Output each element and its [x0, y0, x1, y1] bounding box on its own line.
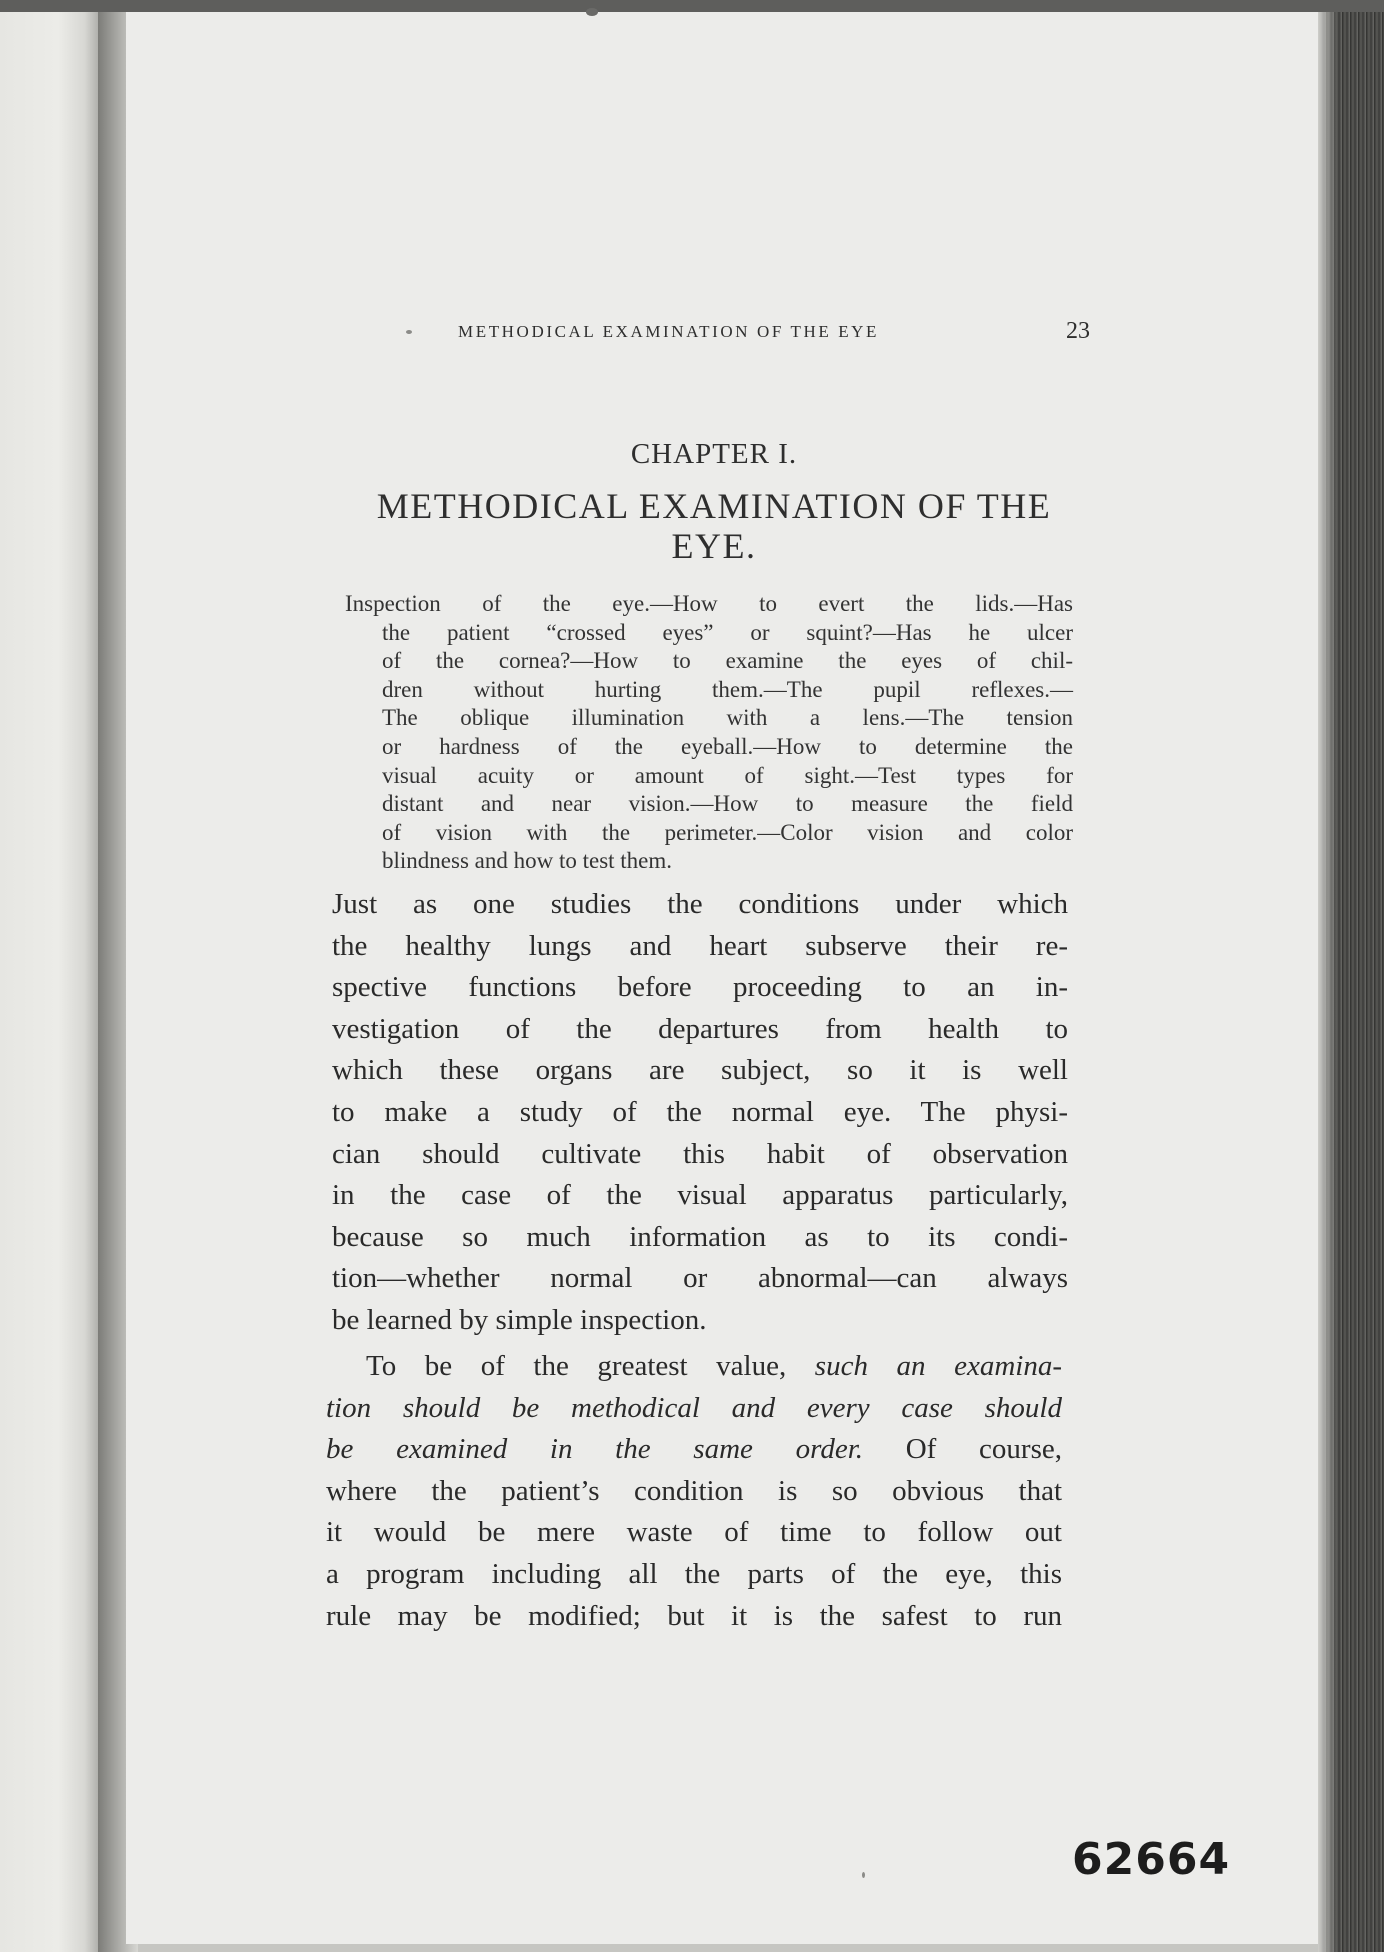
synopsis-line: of vision with the perimeter.—Color vision and color	[382, 819, 1073, 845]
body-paragraph	[326, 1346, 1062, 1637]
text-line	[326, 1429, 1062, 1471]
text-line: in the case of the visual apparatus particularly,	[332, 1179, 1068, 1212]
text-line: tion—whether normal or abnormal—can always	[332, 1262, 1068, 1295]
scan-top-border	[0, 0, 1384, 12]
synopsis-line: visual acuity or amount of sight.—Test types for	[382, 762, 1073, 788]
text-run: Of course,	[863, 1433, 1062, 1466]
emphasis-run: be examined in the same order.	[326, 1433, 864, 1466]
text-line: which these organs are subject, so it is well	[332, 1054, 1068, 1087]
text-line: because so much information as to its condi-	[332, 1220, 1068, 1253]
text-line: tion should be methodical and every case should	[326, 1391, 1062, 1424]
text-line: be learned by simple inspection.	[332, 1303, 707, 1336]
running-head: METHODICAL EXAMINATION OF THE EYE	[458, 322, 880, 341]
synopsis-line: distant and near vision.—How to measure the field	[382, 791, 1073, 817]
text-line: Just as one studies the conditions under which	[332, 888, 1068, 920]
facing-page-edge	[0, 0, 106, 1952]
text-line: spective functions before proceeding to an in-	[332, 971, 1068, 1004]
body-paragraph	[332, 884, 1068, 1342]
text-line: it would be mere waste of time to follow out	[326, 1516, 1062, 1549]
text-line	[326, 1346, 1062, 1388]
text-line: the healthy lungs and heart subserve their re-	[332, 929, 1068, 962]
synopsis-line: dren without hurting them.—The pupil reflexes.—	[382, 676, 1073, 702]
text-run: To be of the greatest value,	[366, 1350, 815, 1382]
text-line: where the patient’s condition is so obvious that	[326, 1474, 1062, 1507]
chapter-title-line: METHODICAL EXAMINATION OF THE	[376, 486, 1052, 526]
text-line: rule may be modified; but it is the safest to run	[326, 1599, 1062, 1632]
chapter-synopsis	[345, 590, 1073, 876]
text-line: a program including all the parts of the eye, this	[326, 1557, 1062, 1590]
page-edge-shadow	[1318, 0, 1338, 1952]
chapter-title	[340, 486, 1088, 566]
paper-speck	[406, 330, 412, 334]
synopsis-line: The oblique illumination with a lens.—The tension	[382, 705, 1073, 731]
synopsis-line: Inspection of the eye.—How to evert the lids.—Has	[345, 591, 1073, 616]
paper-speck	[586, 8, 598, 16]
accession-number-stamp: 62664	[1072, 1834, 1231, 1885]
paper-speck	[862, 1872, 865, 1878]
chapter-title-line: EYE.	[671, 526, 757, 566]
synopsis-line: the patient “crossed eyes” or squint?—Has he ulcer	[382, 619, 1073, 645]
synopsis-line: blindness and how to test them.	[382, 848, 673, 874]
synopsis-line: of the cornea?—How to examine the eyes of chil-	[382, 648, 1073, 674]
synopsis-line: or hardness of the eyeball.—How to determine the	[382, 733, 1073, 759]
text-line: vestigation of the departures from health to	[332, 1012, 1068, 1045]
text-line: cian should cultivate this habit of observation	[332, 1137, 1068, 1170]
text-line: to make a study of the normal eye. The physi-	[332, 1095, 1068, 1128]
chapter-label: CHAPTER I.	[630, 438, 798, 470]
page-number: 23	[1066, 318, 1090, 344]
emphasis-run: such an examina-	[814, 1350, 1062, 1382]
